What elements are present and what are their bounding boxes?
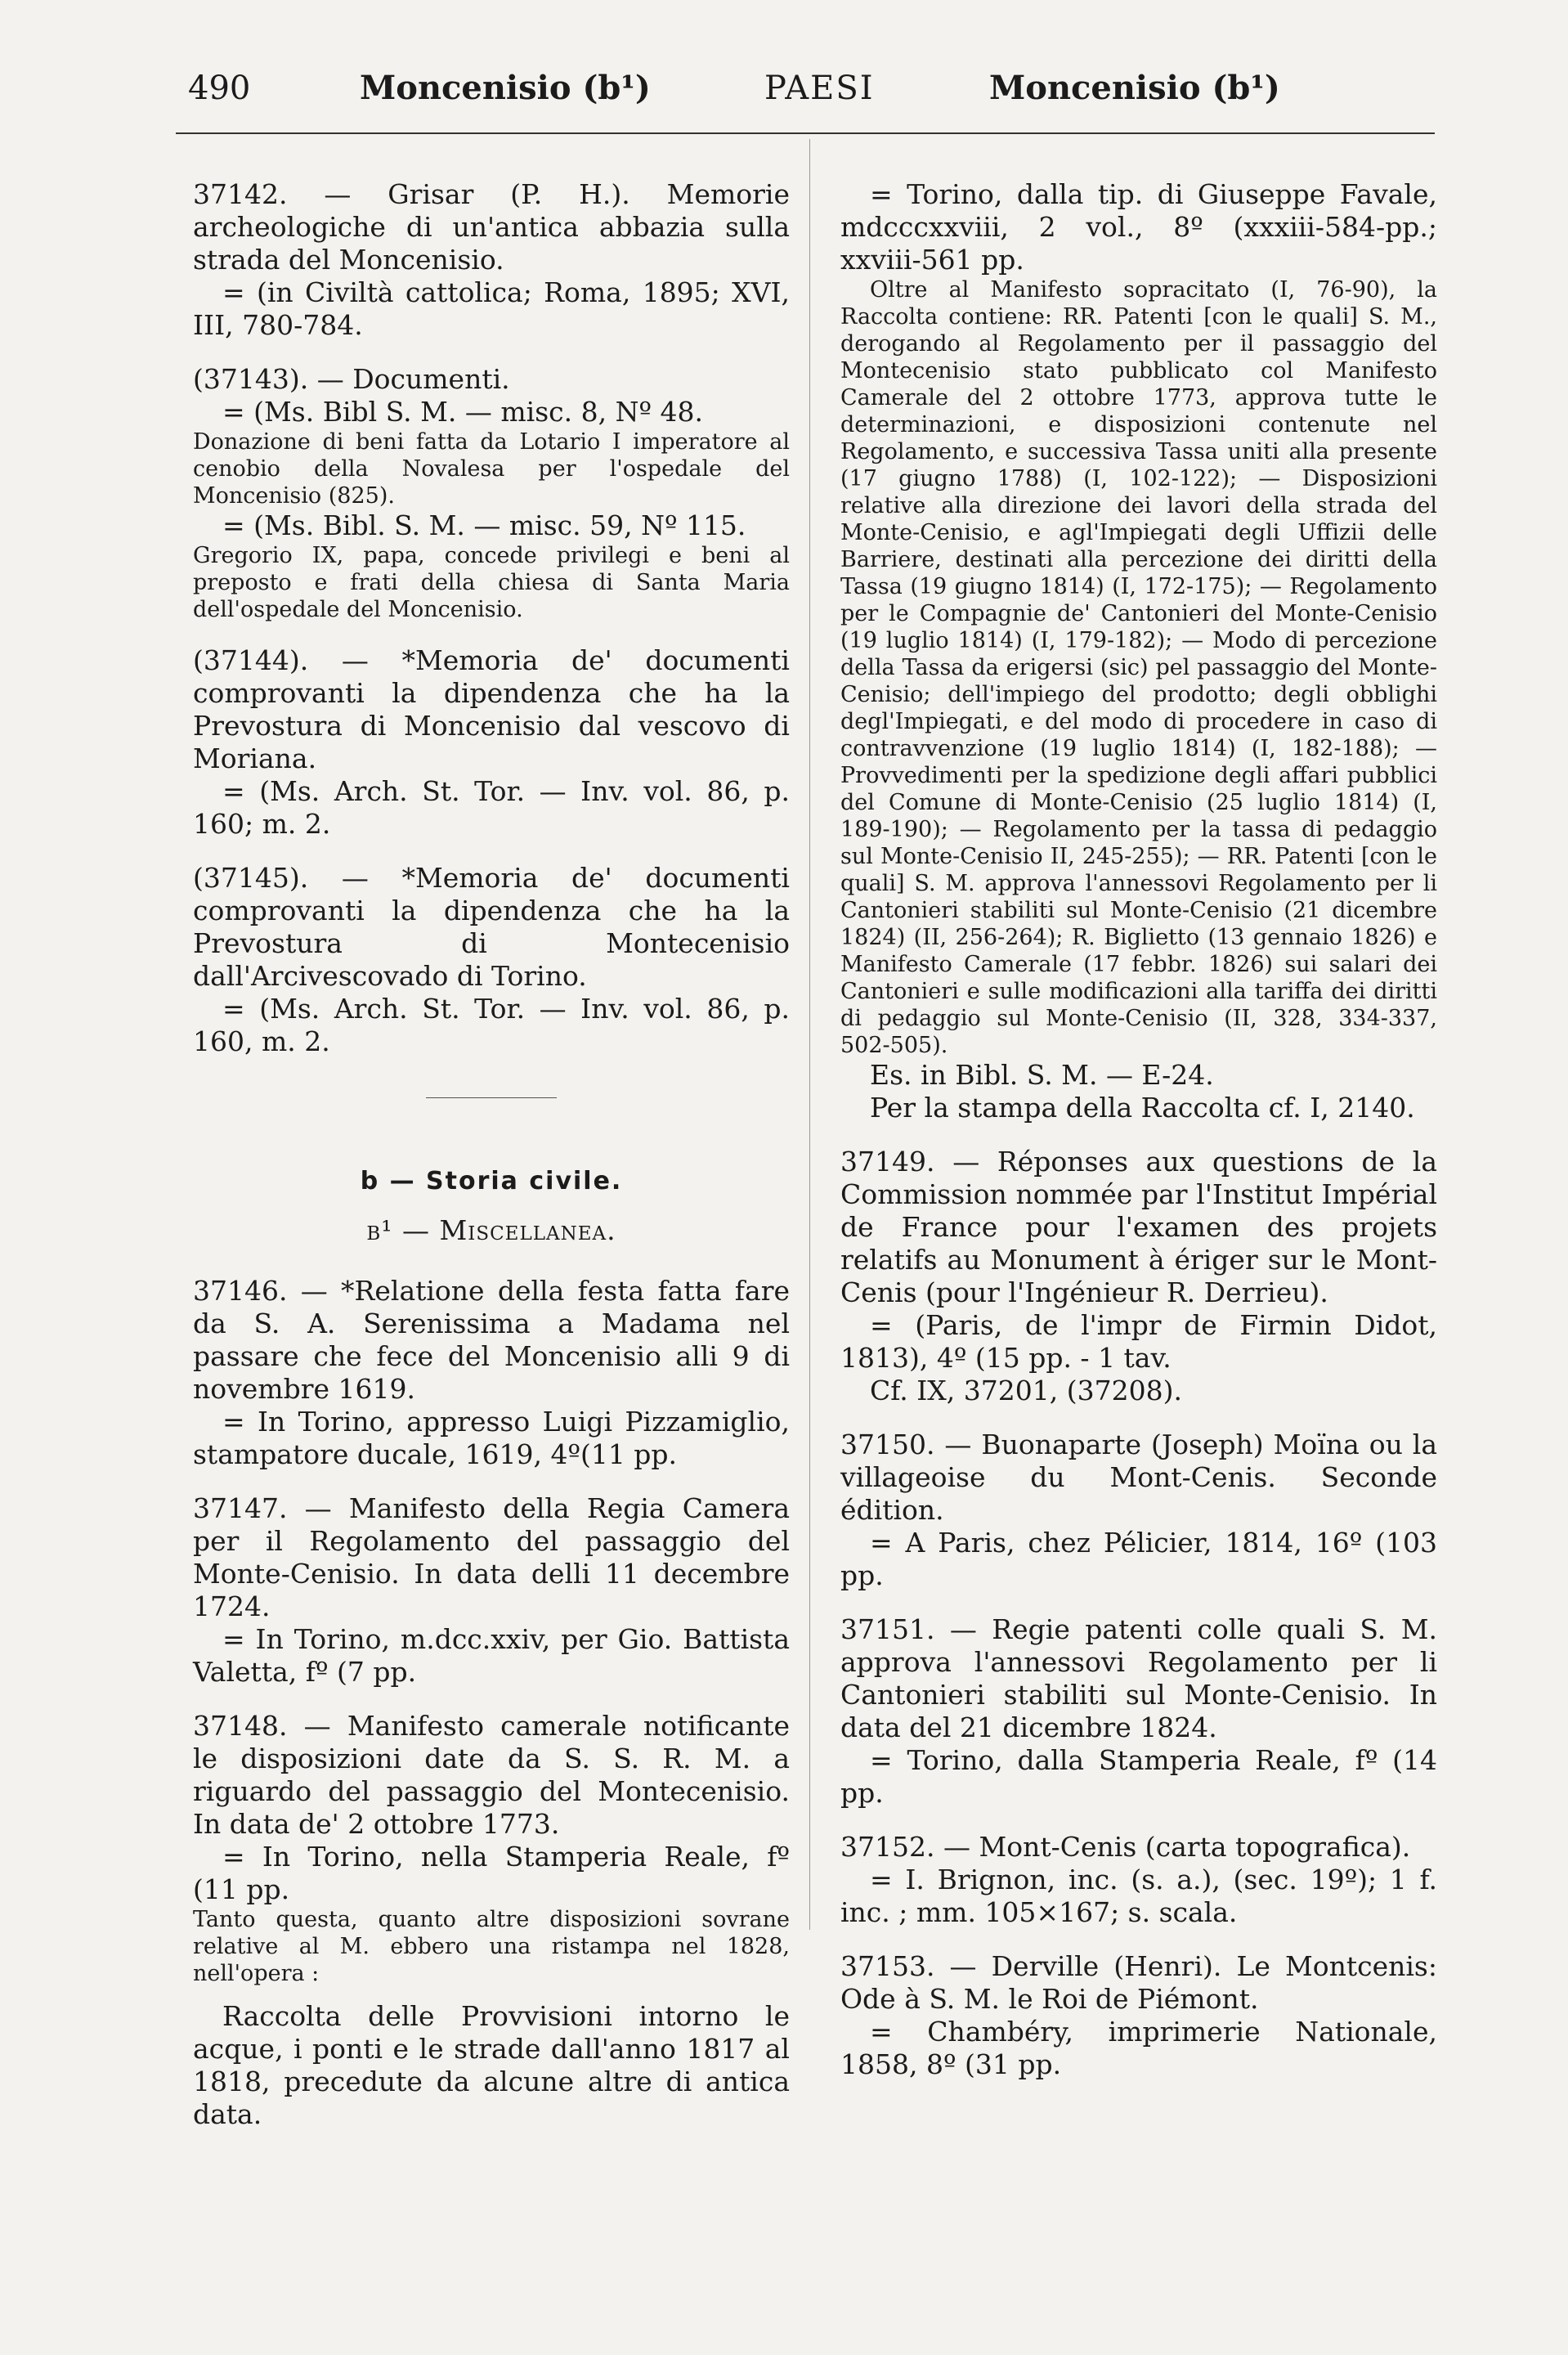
entry-imprint: = In Torino, appresso Luigi Pizzamiglio, stampatore ducale, 1619, 4º(11 pp. xyxy=(193,1406,790,1470)
entry-note: Gregorio IX, papa, concede privilegi e beni al preposto e frati della chiesa di Santa Maria dell'ospedale del Moncenisio. xyxy=(193,543,790,622)
entry-note: Oltre al Manifesto sopracitato (I, 76-90), la Raccolta contiene: RR. Patenti [con le quali] S. M., derogando al Regolamento per il passaggio del Montecenisio stato pubblicato col Manifesto Camerale del 2 ottobre 1773, approva tutte le determinazioni, e disposizioni contenute nel Regolamento, e successiva Tassa uniti alla presente (17 giugno 1788) (I, 102-122); — Disposizioni relative alla direzione dei lavori della strada del Monte-Cenisio, e agl'Impiegati degli Uffizii delle Barriere, destinati alla percezione dei diritti della Tassa (19 giugno 1814) (I, 172-175); — Regolamento per le Compagnie de' Cantonieri del Monte-Cenisio (19 luglio 1814) (I, 179-182); — Modo di percezione della Tassa da erigersi (sic) pel passaggio del Monte-Cenisio; dell'impiego del prodotto; degli obblighi degl'Impiegati, e del modo di procedere in caso di contravvenzione (19 luglio 1814) (I, 182-188); — Provvedimenti per la spedizione degli affari pubblici del Comune di Monte-Cenisio (25 luglio 1814) (I, 189-190); — Regolamento per la tassa di pedaggio sul Monte-Cenisio II, 245-255); — RR. Patenti [con le quali] S. M. approva l'annessovi Regolamento per li Cantonieri stabiliti sul Monte-Cenisio (21 dicembre 1824) (II, 256-264); R. Biglietto (13 gennaio 1826) e Manifesto Camerale (17 febbr. 1826) sui salari dei Cantonieri e sulle modificazioni alla tariffa dei diritti di pedaggio sul Monte-Cenisio (II, 328, 334-337, 502-505). xyxy=(840,277,1437,1058)
entry-37152 xyxy=(840,1831,1437,1929)
entry-imprint: = Torino, dalla tip. di Giuseppe Favale, mdcccxxviii, 2 vol., 8º (xxxiii-584-pp.; xxviii-561 pp. xyxy=(840,178,1437,276)
section-title: b — Storia civile. xyxy=(360,1167,623,1195)
entry-text: (37143). — Documenti. xyxy=(193,363,510,395)
entry-text: 37151. — Regie patenti colle quali S. M. approva l'annessovi Regolamento per li Cantonieri stabiliti sul Monte-Cenisio. In data del 21 dicembre 1824. xyxy=(840,1613,1437,1743)
entry-imprint: = (Ms. Arch. St. Tor. — Inv. vol. 86, p. 160, m. 2. xyxy=(193,993,790,1057)
header-left-title: Moncenisio (b¹) xyxy=(360,69,651,107)
entry-text: 37142. — Grisar (P. H.). Memorie archeologiche di un'antica abbazia sulla strada del Moncenisio. xyxy=(193,178,790,276)
left-column xyxy=(193,178,790,2152)
entry-37148 xyxy=(193,1710,790,2131)
entry-text: 37152. — Mont-Cenis (carta topografica). xyxy=(840,1831,1411,1863)
entry-imprint: = Chambéry, imprimerie Nationale, 1858, 8º (31 pp. xyxy=(840,2016,1437,2080)
entry-imprint: = In Torino, nella Stamperia Reale, fº (11 pp. xyxy=(193,1841,790,1905)
section-heading xyxy=(193,1164,790,1198)
entry-location: Es. in Bibl. S. M. — E-24. xyxy=(870,1059,1214,1091)
section-subtitle: b¹ — Miscellanea. xyxy=(366,1214,616,1246)
entry-text: (37145). — *Memoria de' documenti comprovanti la dipendenza che ha la Prevostura di Montecenisio dall'Arcivescovado di Torino. xyxy=(193,862,790,992)
entry-37150 xyxy=(840,1429,1437,1592)
entry-imprint: = In Torino, m.dcc.xxiv, per Gio. Battista Valetta, fº (7 pp. xyxy=(193,1623,790,1688)
entry-text: 37150. — Buonaparte (Joseph) Moïna ou la villageoise du Mont-Cenis. Seconde édition. xyxy=(840,1429,1437,1526)
entry-imprint: = (Paris, de l'impr de Firmin Didot, 1813), 4º (15 pp. - 1 tav. xyxy=(840,1309,1437,1374)
page-number: 490 xyxy=(188,70,251,107)
entry-crossref: Per la stampa della Raccolta cf. I, 2140. xyxy=(870,1092,1415,1124)
header-right-title: Moncenisio (b¹) xyxy=(989,69,1280,107)
entry-37142 xyxy=(193,178,790,342)
entry-crossref: Cf. IX, 37201, (37208). xyxy=(870,1375,1182,1406)
entry-note: Tanto questa, quanto altre disposizioni sovrane relative al M. ebbero una ristampa nel 1828, nell'opera : xyxy=(193,1907,790,1986)
entry-imprint: = (Ms. Bibl S. M. — misc. 8, Nº 48. xyxy=(222,396,703,428)
entry-text: 37146. — *Relatione della festa fatta fare da S. A. Serenissima a Madama nel passare che fece del Moncenisio alli 9 di novembre 1619. xyxy=(193,1275,790,1405)
entry-37144 xyxy=(193,644,790,841)
header-center-title: PAESI xyxy=(764,70,875,107)
entry-text: 37149. — Réponses aux questions de la Commission nommée par l'Institut Impérial de France pour l'examen des projets relatifs au Monument à ériger sur le Mont-Cenis (pour l'Ingénieur R. Derrieu). xyxy=(840,1146,1437,1308)
column-divider xyxy=(809,139,810,1930)
entry-37147 xyxy=(193,1492,790,1689)
entry-37145 xyxy=(193,862,790,1058)
separator-line xyxy=(426,1097,557,1098)
entry-text: 37153. — Derville (Henri). Le Montcenis: Ode à S. M. le Roi de Piémont. xyxy=(840,1950,1437,2015)
entry-imprint: = Torino, dalla Stamperia Reale, fº (14 pp. xyxy=(840,1744,1437,1809)
entry-note: Donazione di beni fatta da Lotario I imperatore al cenobio della Novalesa per l'ospedale del Moncenisio (825). xyxy=(193,429,790,509)
entry-text: 37148. — Manifesto camerale notificante le disposizioni date da S. S. R. M. a riguardo del passaggio del Montecenisio. In data de' 2 ottobre 1773. xyxy=(193,1710,790,1840)
entry-text: 37147. — Manifesto della Regia Camera per il Regolamento del passaggio del Monte-Cenisio. In data delli 11 decembre 1724. xyxy=(193,1492,790,1622)
entry-text: (37144). — *Memoria de' documenti comprovanti la dipendenza che ha la Prevostura di Moncenisio dal vescovo di Moriana. xyxy=(193,644,790,774)
entry-imprint: = (in Civiltà cattolica; Roma, 1895; XVI, III, 780-784. xyxy=(193,276,790,341)
entry-subtitle: Raccolta delle Provvisioni intorno le acque, i ponti e le strade dall'anno 1817 al 1818, precedute da alcune altre di antica data. xyxy=(193,2000,790,2130)
entry-imprint: = I. Brignon, inc. (s. a.), (sec. 19º); 1 f. inc. ; mm. 105×167; s. scala. xyxy=(840,1864,1437,1928)
header-rule xyxy=(176,132,1435,134)
running-header xyxy=(188,64,1431,121)
entry-imprint: = A Paris, chez Pélicier, 1814, 16º (103 pp. xyxy=(840,1527,1437,1591)
right-column xyxy=(840,178,1437,2102)
entry-37153 xyxy=(840,1950,1437,2081)
entry-37143 xyxy=(193,363,790,623)
entry-imprint: = (Ms. Arch. St. Tor. — Inv. vol. 86, p. 160; m. 2. xyxy=(193,775,790,840)
entry-continuation xyxy=(840,178,1437,1124)
entry-37149 xyxy=(840,1146,1437,1407)
entry-37151 xyxy=(840,1613,1437,1810)
entry-imprint: = (Ms. Bibl. S. M. — misc. 59, Nº 115. xyxy=(222,509,746,541)
entry-37146 xyxy=(193,1275,790,1471)
